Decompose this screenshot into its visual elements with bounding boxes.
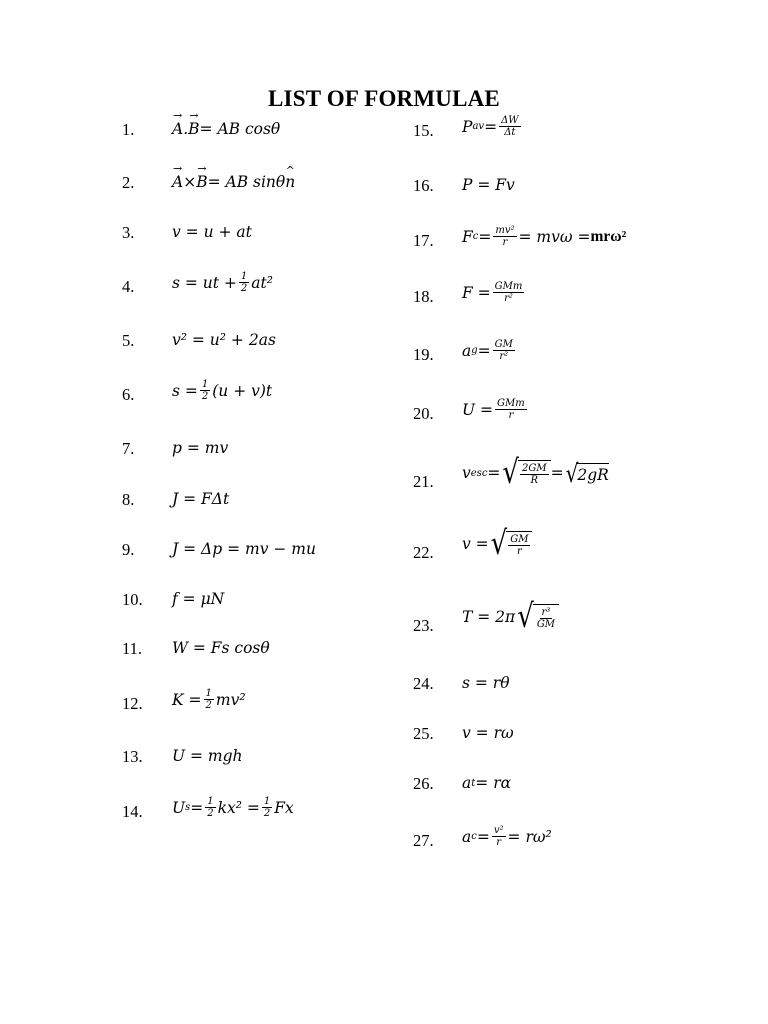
formula-8: J = FΔt <box>172 490 230 508</box>
formula-text: at² <box>251 273 273 292</box>
formula-number: 4. <box>122 277 135 296</box>
formula-number: 23. <box>413 616 434 635</box>
subscript: s <box>185 802 191 813</box>
formula-2 <box>172 173 295 191</box>
formula-number: 19. <box>413 345 434 364</box>
numerator: GMm <box>496 398 525 409</box>
numerator: GM <box>494 339 513 350</box>
formula-text: mv² <box>215 690 246 709</box>
formula-text: F = <box>462 283 491 302</box>
formula-number: 1. <box>122 120 135 139</box>
formula-text: kx² = <box>217 798 260 817</box>
formula-number: 12. <box>122 694 143 713</box>
formula-text: U <box>172 798 186 817</box>
formula-11: W = Fs cosθ <box>172 639 270 657</box>
numerator: 1 <box>240 271 248 282</box>
denominator: GM <box>536 619 556 630</box>
formula-text: a <box>462 774 472 792</box>
formula-text: = mvω = <box>518 227 591 246</box>
page-title: LIST OF FORMULAE <box>268 86 500 111</box>
formula-text: F <box>462 227 473 246</box>
formula-number: 22. <box>413 543 434 562</box>
denominator: 2 <box>240 283 248 294</box>
denominator: r <box>496 837 502 848</box>
vector-a: → A <box>172 120 183 138</box>
square-root <box>502 454 550 492</box>
formula-number: 9. <box>122 540 135 559</box>
formula-13: U = mgh <box>172 747 243 765</box>
formula-19 <box>462 339 517 362</box>
formula-number: 3. <box>122 223 135 242</box>
formula-text: U = <box>462 400 493 419</box>
formula-number: 10. <box>122 590 143 609</box>
numerator: mv² <box>495 225 515 236</box>
formula-10: f = μN <box>172 590 225 608</box>
formula-number: 21. <box>413 472 434 491</box>
formula-9: J = Δp = mv − mu <box>172 540 316 558</box>
denominator: r <box>516 546 522 557</box>
formula-15 <box>462 115 523 138</box>
formula-number: 11. <box>122 639 143 658</box>
radical-icon: √ <box>565 458 579 488</box>
formula-text: Fx <box>274 798 294 817</box>
formula-18 <box>462 281 526 304</box>
formula-22 <box>462 525 532 563</box>
formula-number: 17. <box>413 231 434 250</box>
fraction <box>204 688 214 711</box>
fraction <box>493 225 516 248</box>
dot-operator: . <box>183 120 189 138</box>
denominator: r² <box>504 293 513 304</box>
formula-number: 25. <box>413 724 434 743</box>
formula-3: v = u + at <box>172 223 252 241</box>
formula-text: T = 2π <box>462 608 516 626</box>
formula-text: (u + v)t <box>212 381 273 400</box>
formula-24: s = rθ <box>462 674 510 692</box>
formula-number: 15. <box>413 121 434 140</box>
formula-5: v² = u² + 2as <box>172 331 276 349</box>
vector-b: → B <box>188 120 199 138</box>
numerator: 1 <box>207 796 214 807</box>
numerator: GM <box>510 534 529 545</box>
formula-number: 18. <box>413 287 434 306</box>
subscript: esc <box>470 467 488 479</box>
denominator: 2 <box>207 808 214 819</box>
formula-text: = AB cosθ <box>199 120 281 138</box>
formula-21 <box>462 454 609 492</box>
radicand: 2gR <box>577 463 608 484</box>
formula-14 <box>172 796 294 819</box>
equals: = <box>478 227 492 246</box>
formula-number: 27. <box>413 831 434 850</box>
formula-text: v <box>462 464 471 482</box>
fraction <box>499 115 521 138</box>
formula-number: 16. <box>413 176 434 195</box>
formula-text: = rω² <box>507 827 552 846</box>
formula-26 <box>462 774 511 792</box>
formula-23 <box>462 598 559 636</box>
fraction <box>508 534 530 557</box>
formula-number: 14. <box>122 802 143 821</box>
equals: = <box>550 464 564 482</box>
denominator: r <box>502 237 508 248</box>
fraction <box>520 463 549 486</box>
formula-text: a <box>462 341 472 360</box>
equals: = <box>476 827 490 846</box>
fraction <box>493 281 525 304</box>
formula-25: v = rω <box>462 724 514 742</box>
fraction <box>492 825 506 848</box>
numerator: 1 <box>205 688 212 699</box>
formula-12 <box>172 688 246 711</box>
formula-20 <box>462 398 529 421</box>
formula-number: 13. <box>122 747 143 766</box>
cross-operator: × <box>183 173 197 191</box>
numerator: 1 <box>263 796 271 807</box>
formula-text: P <box>462 117 473 136</box>
denominator: r <box>508 410 514 421</box>
fraction <box>262 796 272 819</box>
unit-vector-n: ^ n <box>285 173 295 191</box>
fraction <box>200 379 210 402</box>
numerator: 2GM <box>522 463 547 474</box>
formula-text: = AB sinθ <box>207 173 286 191</box>
vector-a: → A <box>172 173 183 191</box>
radical-icon: √ <box>517 598 534 636</box>
formula-17 <box>462 225 626 248</box>
vector-b: → B <box>196 173 207 191</box>
subscript: g <box>471 345 478 356</box>
formula-6 <box>172 379 272 402</box>
formula-number: 24. <box>413 674 434 693</box>
formula-number: 8. <box>122 490 135 509</box>
formula-number: 5. <box>122 331 135 350</box>
formula-text-bold: mrω² <box>590 227 627 245</box>
square-root <box>517 598 559 636</box>
denominator: R <box>530 475 539 486</box>
numerator: ΔW <box>501 115 519 126</box>
formula-number: 6. <box>122 385 135 404</box>
formula-4 <box>172 271 273 294</box>
equals: = <box>484 117 498 136</box>
formula-27 <box>462 825 552 848</box>
numerator: 1 <box>201 379 209 390</box>
formula-text: = rα <box>475 774 512 792</box>
subscript: c <box>472 231 479 242</box>
formula-number: 20. <box>413 404 434 423</box>
fraction <box>535 607 557 630</box>
radical-icon: √ <box>490 525 508 563</box>
equals: = <box>477 341 491 360</box>
formula-number: 7. <box>122 439 135 458</box>
denominator: Δt <box>504 127 516 138</box>
denominator: 2 <box>263 808 271 819</box>
equals: = <box>190 798 204 817</box>
subscript: c <box>471 831 477 842</box>
formula-1 <box>172 120 280 138</box>
formula-7: p = mv <box>172 439 229 457</box>
numerator: GMm <box>494 281 523 292</box>
equals: = <box>487 464 501 482</box>
formula-text: s = <box>172 381 198 400</box>
radical-icon: √ <box>502 454 519 492</box>
formula-number: 26. <box>413 774 434 793</box>
formula-text: K = <box>172 690 202 709</box>
denominator: 2 <box>201 391 209 402</box>
fraction <box>239 271 249 294</box>
square-root <box>565 458 609 488</box>
subscript: av <box>472 121 485 132</box>
numerator: r³ <box>541 607 551 618</box>
subscript: t <box>471 777 476 789</box>
numerator: v² <box>493 825 504 836</box>
fraction <box>493 339 515 362</box>
formula-16: P = Fv <box>462 176 515 194</box>
fraction <box>205 796 215 819</box>
formula-text: s = ut + <box>172 273 237 292</box>
denominator: r² <box>499 351 509 362</box>
formula-number: 2. <box>122 173 135 192</box>
denominator: 2 <box>205 700 212 711</box>
formula-text: a <box>462 827 472 846</box>
fraction <box>495 398 527 421</box>
formula-text: v = <box>462 535 489 553</box>
square-root <box>490 525 533 563</box>
